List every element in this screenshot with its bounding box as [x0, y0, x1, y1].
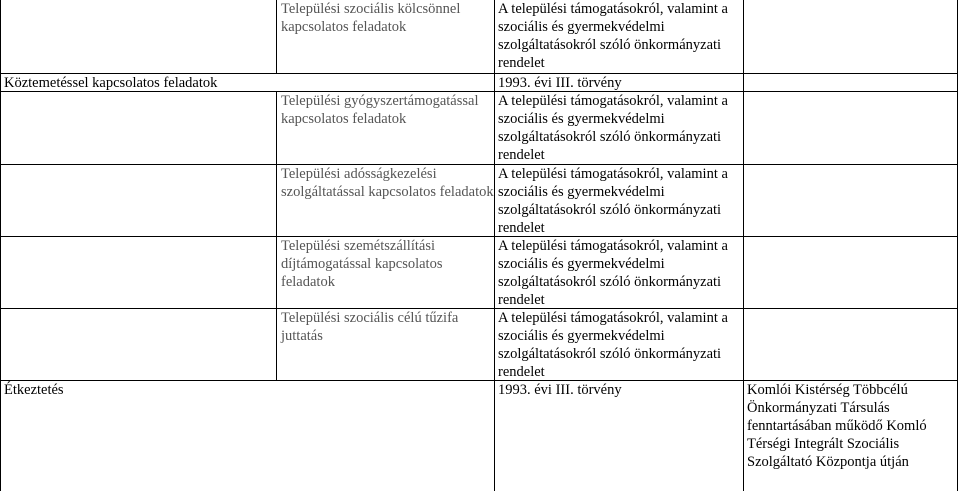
table-cell-r3-c4: [744, 165, 958, 237]
table-cell-r0-c1: [0, 0, 277, 74]
table-cell-r5-c4: [744, 309, 958, 381]
table-cell-r0-c3: A települési támogatásokról, valamint a szociális és gyermekvédelmi szolgáltatásokról szóló önkormányzati rendelet: [495, 0, 744, 74]
table-cell-r2-c1: [0, 92, 277, 165]
table-cell-r4-c4: [744, 237, 958, 309]
table-cell-r5-c1: [0, 309, 277, 381]
table-cell-r3-c3: A települési támogatásokról, valamint a szociális és gyermekvédelmi szolgáltatásokról szóló önkormányzati rendelet: [495, 165, 744, 237]
table-cell-r6-c3: 1993. évi III. törvény: [495, 381, 744, 491]
table-cell-r1-c3: 1993. évi III. törvény: [495, 74, 744, 92]
table-cell-r5-c3: A települési támogatásokról, valamint a szociális és gyermekvédelmi szolgáltatásokról szóló önkormányzati rendelet: [495, 309, 744, 381]
table-cell-r2-c2: Települési gyógyszertámogatással kapcsolatos feladatok: [277, 92, 495, 165]
table-cell-r5-c2: Települési szociális célú tűzifa juttatás: [277, 309, 495, 381]
table-cell-r4-c1: [0, 237, 277, 309]
table-cell-r0-c2: Települési szociális kölcsönnel kapcsolatos feladatok: [277, 0, 495, 74]
table-cell-r2-c3: A települési támogatásokról, valamint a szociális és gyermekvédelmi szolgáltatásokról szóló önkormányzati rendelet: [495, 92, 744, 165]
table-cell-r6-c1: Étkeztetés: [0, 381, 495, 491]
table-cell-r4-c3: A települési támogatásokról, valamint a szociális és gyermekvédelmi szolgáltatásokról szóló önkormányzati rendelet: [495, 237, 744, 309]
table-cell-r6-c4: Komlói Kistérség Többcélú Önkormányzati Társulás fenntartásában működő Komló Térségi Integrált Szociális Szolgáltató Központja útján: [744, 381, 958, 491]
table-cell-r3-c2: Települési adósságkezelési szolgáltatással kapcsolatos feladatok: [277, 165, 495, 237]
table-cell-r4-c2: Települési szemétszállítási díjtámogatással kapcsolatos feladatok: [277, 237, 495, 309]
table-cell-r1-c1: Köztemetéssel kapcsolatos feladatok: [0, 74, 495, 92]
table-cell-r1-c4: [744, 74, 958, 92]
table-cell-r0-c4: [744, 0, 958, 74]
table-cell-r2-c4: [744, 92, 958, 165]
table-cell-r3-c1: [0, 165, 277, 237]
